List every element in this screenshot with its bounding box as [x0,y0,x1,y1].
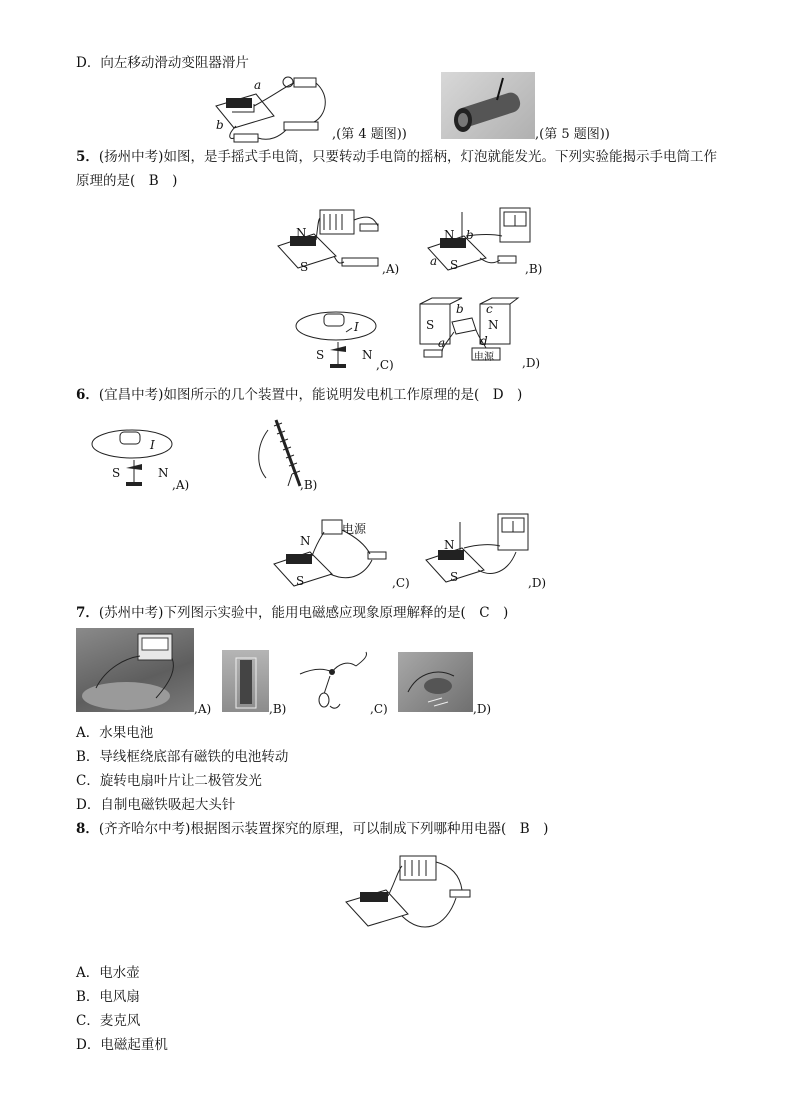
label-s: S [450,258,459,272]
q5-label-a: ,A) [382,262,400,276]
label-s: S [112,466,121,480]
label-a: a [438,336,446,350]
q5-figure-d [414,296,524,368]
label-s: S [300,260,309,274]
power-source-label: 电源 [474,352,494,363]
q5-figure-b [424,206,534,270]
label-n: N [444,228,455,242]
q6-figure-c [270,518,390,588]
power-source-label: 电源 [342,522,367,536]
q5-stem-line2: 原理的是( B ) [76,173,178,189]
label-a: a [254,78,262,92]
q6-stem: 6．(宜昌中考)如图所示的几个装置中，能说明发电机工作原理的是( D ) [76,387,523,403]
q7-label-c: ,C) [370,702,388,716]
q7-label-d: ,D) [473,702,492,716]
q6-figure-d [422,512,532,584]
label-b: b [216,118,224,132]
q7-figure-fan [294,650,374,716]
q6-label-b: ,B) [300,478,318,492]
q7-option-a: A．水果电池 [76,725,154,741]
q7-label-b: ,B) [269,702,287,716]
q7-label-a: ,A) [194,702,212,716]
label-b: b [466,228,474,242]
q4-option-d: D．向左移动滑动变阻器滑片 [76,55,249,71]
q6-label-c: ,C) [392,576,410,590]
q8-option-c: C．麦克风 [76,1013,141,1029]
q6-figure-b [246,416,306,492]
label-s: S [296,574,305,588]
q4-caption: ,(第 4 题图)) [332,127,407,142]
q6-label-d: ,D) [528,576,547,590]
q4-figure [196,76,336,144]
label-s: S [426,318,435,332]
label-n: N [300,534,311,548]
label-s: S [450,570,459,584]
fruit-battery-photo [76,628,194,712]
q6-label-a: ,A) [172,478,190,492]
q7-option-b: B．导线框绕底部有磁铁的电池转动 [76,749,289,765]
q5-figure-c [290,306,380,372]
label-n: N [296,226,307,240]
electromagnet-photo [398,652,473,712]
label-a: a [430,254,438,268]
q8-option-d: D．电磁起重机 [76,1037,168,1053]
q5-label-c: ,C) [376,358,394,372]
label-s: S [316,348,325,362]
label-n: N [362,348,373,362]
q8-option-a: A．电水壶 [76,965,140,981]
q7-option-d: D．自制电磁铁吸起大头针 [76,797,236,813]
label-n: N [444,538,455,552]
q8-stem: 8．(齐齐哈尔中考)根据图示装置探究的原理，可以制成下列哪种用电器( B ) [76,821,549,837]
q8-figure [342,852,476,936]
q5-figure-a [274,206,384,274]
q5-stem-line1: 5．(扬州中考)如图，是手摇式手电筒，只要转动手电筒的摇柄，灯泡就能发光。下列实验能揭示手电筒工作 [76,149,717,165]
label-current: I [150,438,155,452]
flashlight-photo [441,72,535,139]
q5-label-d: ,D) [522,356,541,370]
label-n: N [488,318,499,332]
q7-stem: 7．(苏州中考)下列图示实验中，能用电磁感应现象原理解释的是( C ) [76,605,509,621]
label-n: N [158,466,169,480]
q8-option-b: B．电风扇 [76,989,140,1005]
q5-photo-caption: ,(第 5 题图)) [535,127,610,142]
label-current: I [354,320,359,334]
label-d: d [480,334,488,348]
battery-wire-frame-photo [222,650,269,712]
label-b: b [456,302,464,316]
q6-figure-a [86,424,176,490]
q7-option-c: C．旋转电扇叶片让二极管发光 [76,773,262,789]
label-c: c [486,302,493,316]
q5-label-b: ,B) [525,262,543,276]
